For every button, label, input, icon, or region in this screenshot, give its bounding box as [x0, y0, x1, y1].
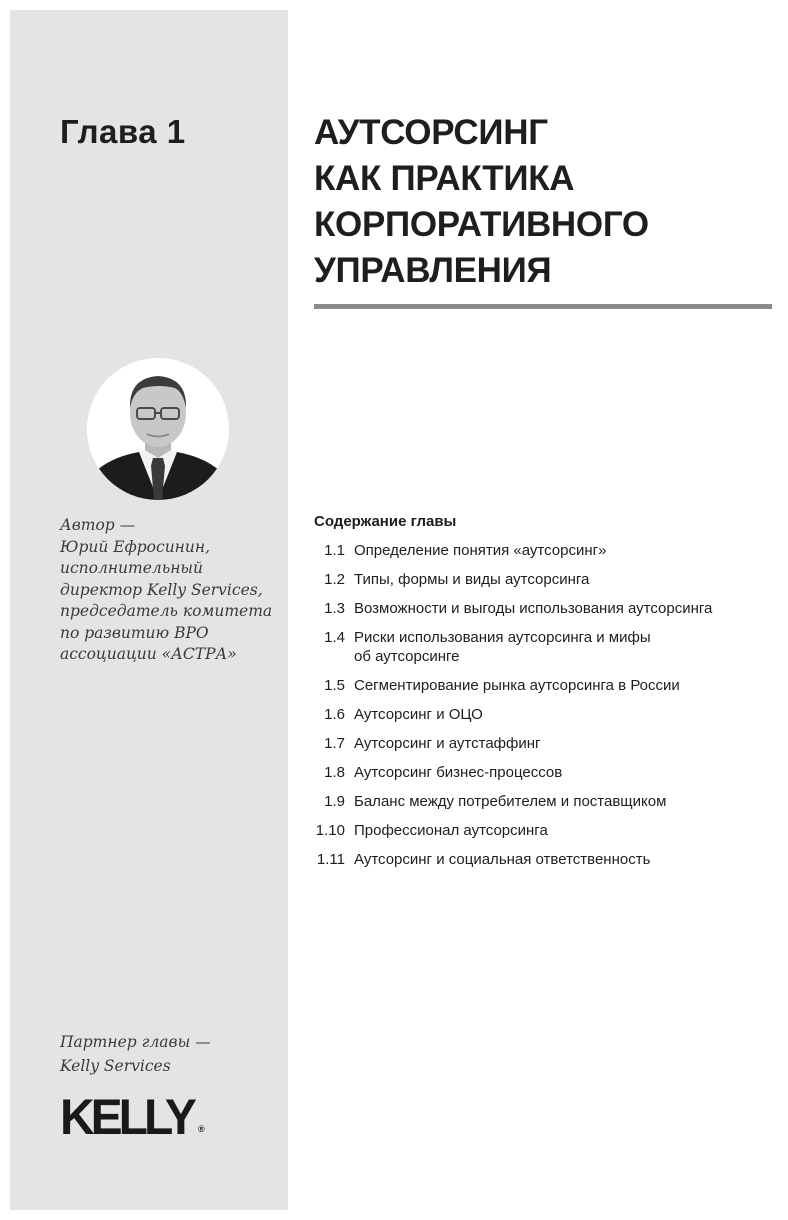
contents-item [314, 850, 784, 869]
chapter-title-line: КОРПОРАТИВНОГО [314, 205, 649, 244]
contents-item-number: 1.10 [315, 822, 345, 839]
contents-item-title: Определение понятия «аутсорсинг» [354, 542, 607, 559]
author-line: ассоциации «АСТРА» [60, 645, 237, 663]
kelly-logo-text: KELLY [60, 1089, 193, 1146]
contents-item-number: 1.4 [324, 629, 345, 646]
contents-item [314, 541, 784, 560]
partner-line: Kelly Services [60, 1057, 171, 1075]
author-portrait [87, 358, 229, 500]
chapter-title-line: АУТСОРСИНГ [314, 113, 548, 152]
contents-item-title-continued: об аутсорсинге [354, 648, 460, 665]
kelly-logo [60, 1089, 205, 1157]
contents-heading: Содержание главы [314, 513, 457, 530]
chapter-partner [60, 1030, 280, 1078]
contents-item-number: 1.5 [324, 677, 345, 694]
contents-item-number: 1.6 [324, 706, 345, 723]
author-credit [60, 515, 280, 666]
contents-item [314, 734, 784, 753]
contents-item [314, 792, 784, 811]
contents-item [314, 599, 784, 618]
contents-item-title: Баланс между потребителем и поставщиком [354, 793, 667, 810]
contents-item [314, 570, 784, 589]
chapter-title-line: КАК ПРАКТИКА [314, 159, 575, 198]
contents-item-title: Возможности и выгоды использования аутсорсинга [354, 600, 713, 617]
contents-item-title: Типы, формы и виды аутсорсинга [354, 571, 590, 588]
contents-item-title: Сегментирование рынка аутсорсинга в России [354, 677, 680, 694]
contents-item-number: 1.11 [316, 851, 345, 868]
contents-item-number: 1.8 [324, 764, 345, 781]
contents-item-number: 1.3 [324, 600, 345, 617]
contents-item-number: 1.2 [324, 571, 345, 588]
contents-item [314, 628, 784, 666]
contents-item-number: 1.9 [324, 793, 345, 810]
registered-mark: ® [197, 1123, 205, 1134]
contents-list [314, 541, 784, 879]
contents-item-title: Аутсорсинг и ОЦО [354, 706, 483, 723]
contents-item-number: 1.7 [324, 735, 345, 752]
author-line: председатель комитета [60, 602, 273, 620]
author-line: директор Kelly Services, [60, 580, 263, 599]
title-divider [314, 304, 772, 309]
contents-item-title: Аутсорсинг бизнес-процессов [354, 764, 563, 781]
contents-item [314, 821, 784, 840]
author-photo-illustration [87, 358, 229, 500]
contents-item [314, 676, 784, 695]
author-line: Автор — [60, 516, 136, 534]
chapter-title [314, 110, 774, 294]
author-line: по развитию BPO [60, 623, 209, 642]
contents-item [314, 705, 784, 724]
contents-item-title: Аутсорсинг и аутстаффинг [354, 735, 541, 752]
chapter-title-line: УПРАВЛЕНИЯ [314, 251, 552, 290]
author-line: Юрий Ефросинин, [60, 537, 211, 556]
chapter-label: Глава 1 [60, 113, 186, 150]
author-line: исполнительный [60, 559, 204, 577]
contents-item-title: Профессионал аутсорсинга [354, 822, 548, 839]
contents-item-title: Аутсорсинг и социальная ответственность [354, 851, 651, 868]
contents-item [314, 763, 784, 782]
contents-item-title: Риски использования аутсорсинга и мифы [354, 629, 651, 646]
partner-line: Партнер главы — [60, 1033, 211, 1051]
contents-item-number: 1.1 [324, 542, 345, 559]
